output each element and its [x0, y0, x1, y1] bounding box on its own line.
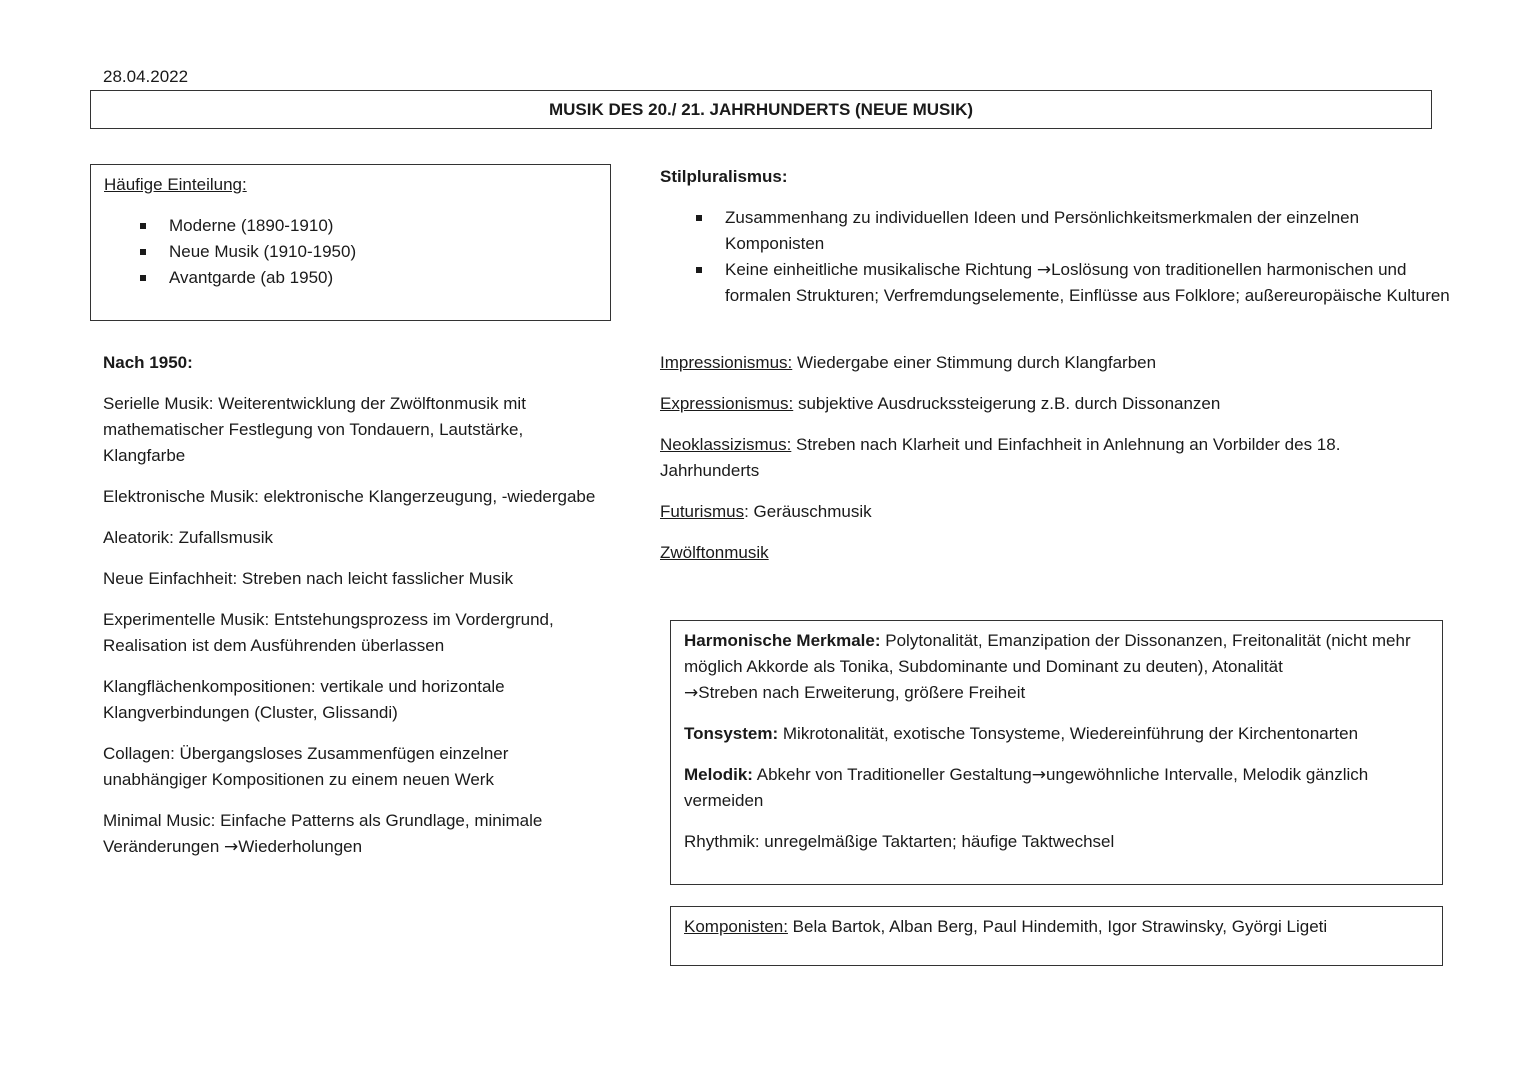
- list-item: Aleatorik: Zufallsmusik: [103, 528, 274, 547]
- einteilung-heading: Häufige Einteilung:: [104, 175, 247, 194]
- list-item: Keine einheitliche musikalische Richtung →Loslösung von traditionellen harmonischen und formalen Strukturen; Verfremdungselemente, Einflüsse aus Folklore; außereuropäische Kulturen: [660, 257, 1450, 309]
- nach1950-heading: Nach 1950:: [103, 353, 193, 372]
- page-title: MUSIK DES 20./ 21. JAHRHUNDERTS (NEUE MUSIK): [548, 99, 974, 119]
- stilpluralismus-heading: Stilpluralismus:: [660, 167, 788, 186]
- list-item: Minimal Music: Einfache Patterns als Grundlage, minimale Veränderungen →Wiederholungen: [103, 811, 543, 857]
- nach1950-section: [103, 350, 603, 875]
- arrow-right-icon: →: [684, 683, 699, 703]
- list-item: Collagen: Übergangsloses Zusammenfügen einzelner unabhängiger Kompositionen zu einem neuen Werk: [103, 744, 509, 789]
- bullet-icon: [140, 249, 146, 255]
- komponisten-label: Komponisten:: [684, 917, 788, 936]
- style-item: Zwölftonmusik: [660, 543, 769, 562]
- bullet-icon: [696, 215, 702, 221]
- bullet-icon: [696, 267, 702, 273]
- list-item: Serielle Musik: Weiterentwicklung der Zwölftonmusik mit mathematischer Festlegung von Tondauern, Lautstärke, Klangfarbe: [103, 394, 526, 465]
- tonsystem: Tonsystem: Mikrotonalität, exotische Tonsysteme, Wiedereinführung der Kirchentonarten: [684, 724, 1359, 743]
- stilpluralismus-list: [660, 205, 1450, 309]
- list-item: Elektronische Musik: elektronische Klangerzeugung, -wiedergabe: [103, 487, 596, 506]
- list-item: Zusammenhang zu individuellen Ideen und Persönlichkeitsmerkmalen der einzelnen Komponisten: [660, 205, 1450, 257]
- style-item: Impressionismus: Wiedergabe einer Stimmung durch Klangfarben: [660, 353, 1157, 372]
- arrow-right-icon: →: [1031, 765, 1046, 785]
- einteilung-list: [104, 213, 597, 291]
- styles-section: [660, 350, 1420, 581]
- style-item: Expressionismus: subjektive Ausdruckssteigerung z.B. durch Dissonanzen: [660, 394, 1221, 413]
- list-item: Moderne (1890-1910): [104, 213, 597, 239]
- rhythmik: Rhythmik: unregelmäßige Taktarten; häufige Taktwechsel: [684, 832, 1115, 851]
- merkmale-box: [670, 620, 1443, 885]
- list-item: Experimentelle Musik: Entstehungsprozess im Vordergrund, Realisation ist dem Ausführenden überlassen: [103, 610, 554, 655]
- list-item: Avantgarde (ab 1950): [104, 265, 597, 291]
- style-item: Neoklassizismus: Streben nach Klarheit und Einfachheit in Anlehnung an Vorbilder des 18. Jahrhunderts: [660, 435, 1341, 480]
- arrow-right-icon: →: [224, 837, 239, 857]
- arrow-right-icon: →: [1036, 260, 1052, 280]
- style-item: Futurismus: Geräuschmusik: [660, 502, 872, 521]
- bullet-icon: [140, 275, 146, 281]
- page-title-box: [90, 90, 1432, 129]
- einteilung-box: [90, 164, 611, 321]
- melodik: Melodik: Abkehr von Traditioneller Gestaltung→ungewöhnliche Intervalle, Melodik gänzlich vermeiden: [684, 765, 1369, 810]
- stilpluralismus-section: [660, 164, 1450, 309]
- harmonische-merkmale: Harmonische Merkmale: Polytonalität, Emanzipation der Dissonanzen, Freitonalität (nicht mehr möglich Akkorde als Tonika, Subdominante und Dominant zu deuten), Atonalität →Streben nach Erweiterung, größere Freiheit: [684, 631, 1411, 703]
- document-date: 28.04.2022: [103, 67, 189, 86]
- komponisten-text: Bela Bartok, Alban Berg, Paul Hindemith, Igor Strawinsky, Györgi Ligeti: [787, 917, 1328, 936]
- list-item: Neue Musik (1910-1950): [104, 239, 597, 265]
- list-item: Neue Einfachheit: Streben nach leicht fasslicher Musik: [103, 569, 514, 588]
- bullet-icon: [140, 223, 146, 229]
- list-item: Klangflächenkompositionen: vertikale und horizontale Klangverbindungen (Cluster, Glissandi): [103, 677, 505, 722]
- komponisten-box: [670, 906, 1443, 966]
